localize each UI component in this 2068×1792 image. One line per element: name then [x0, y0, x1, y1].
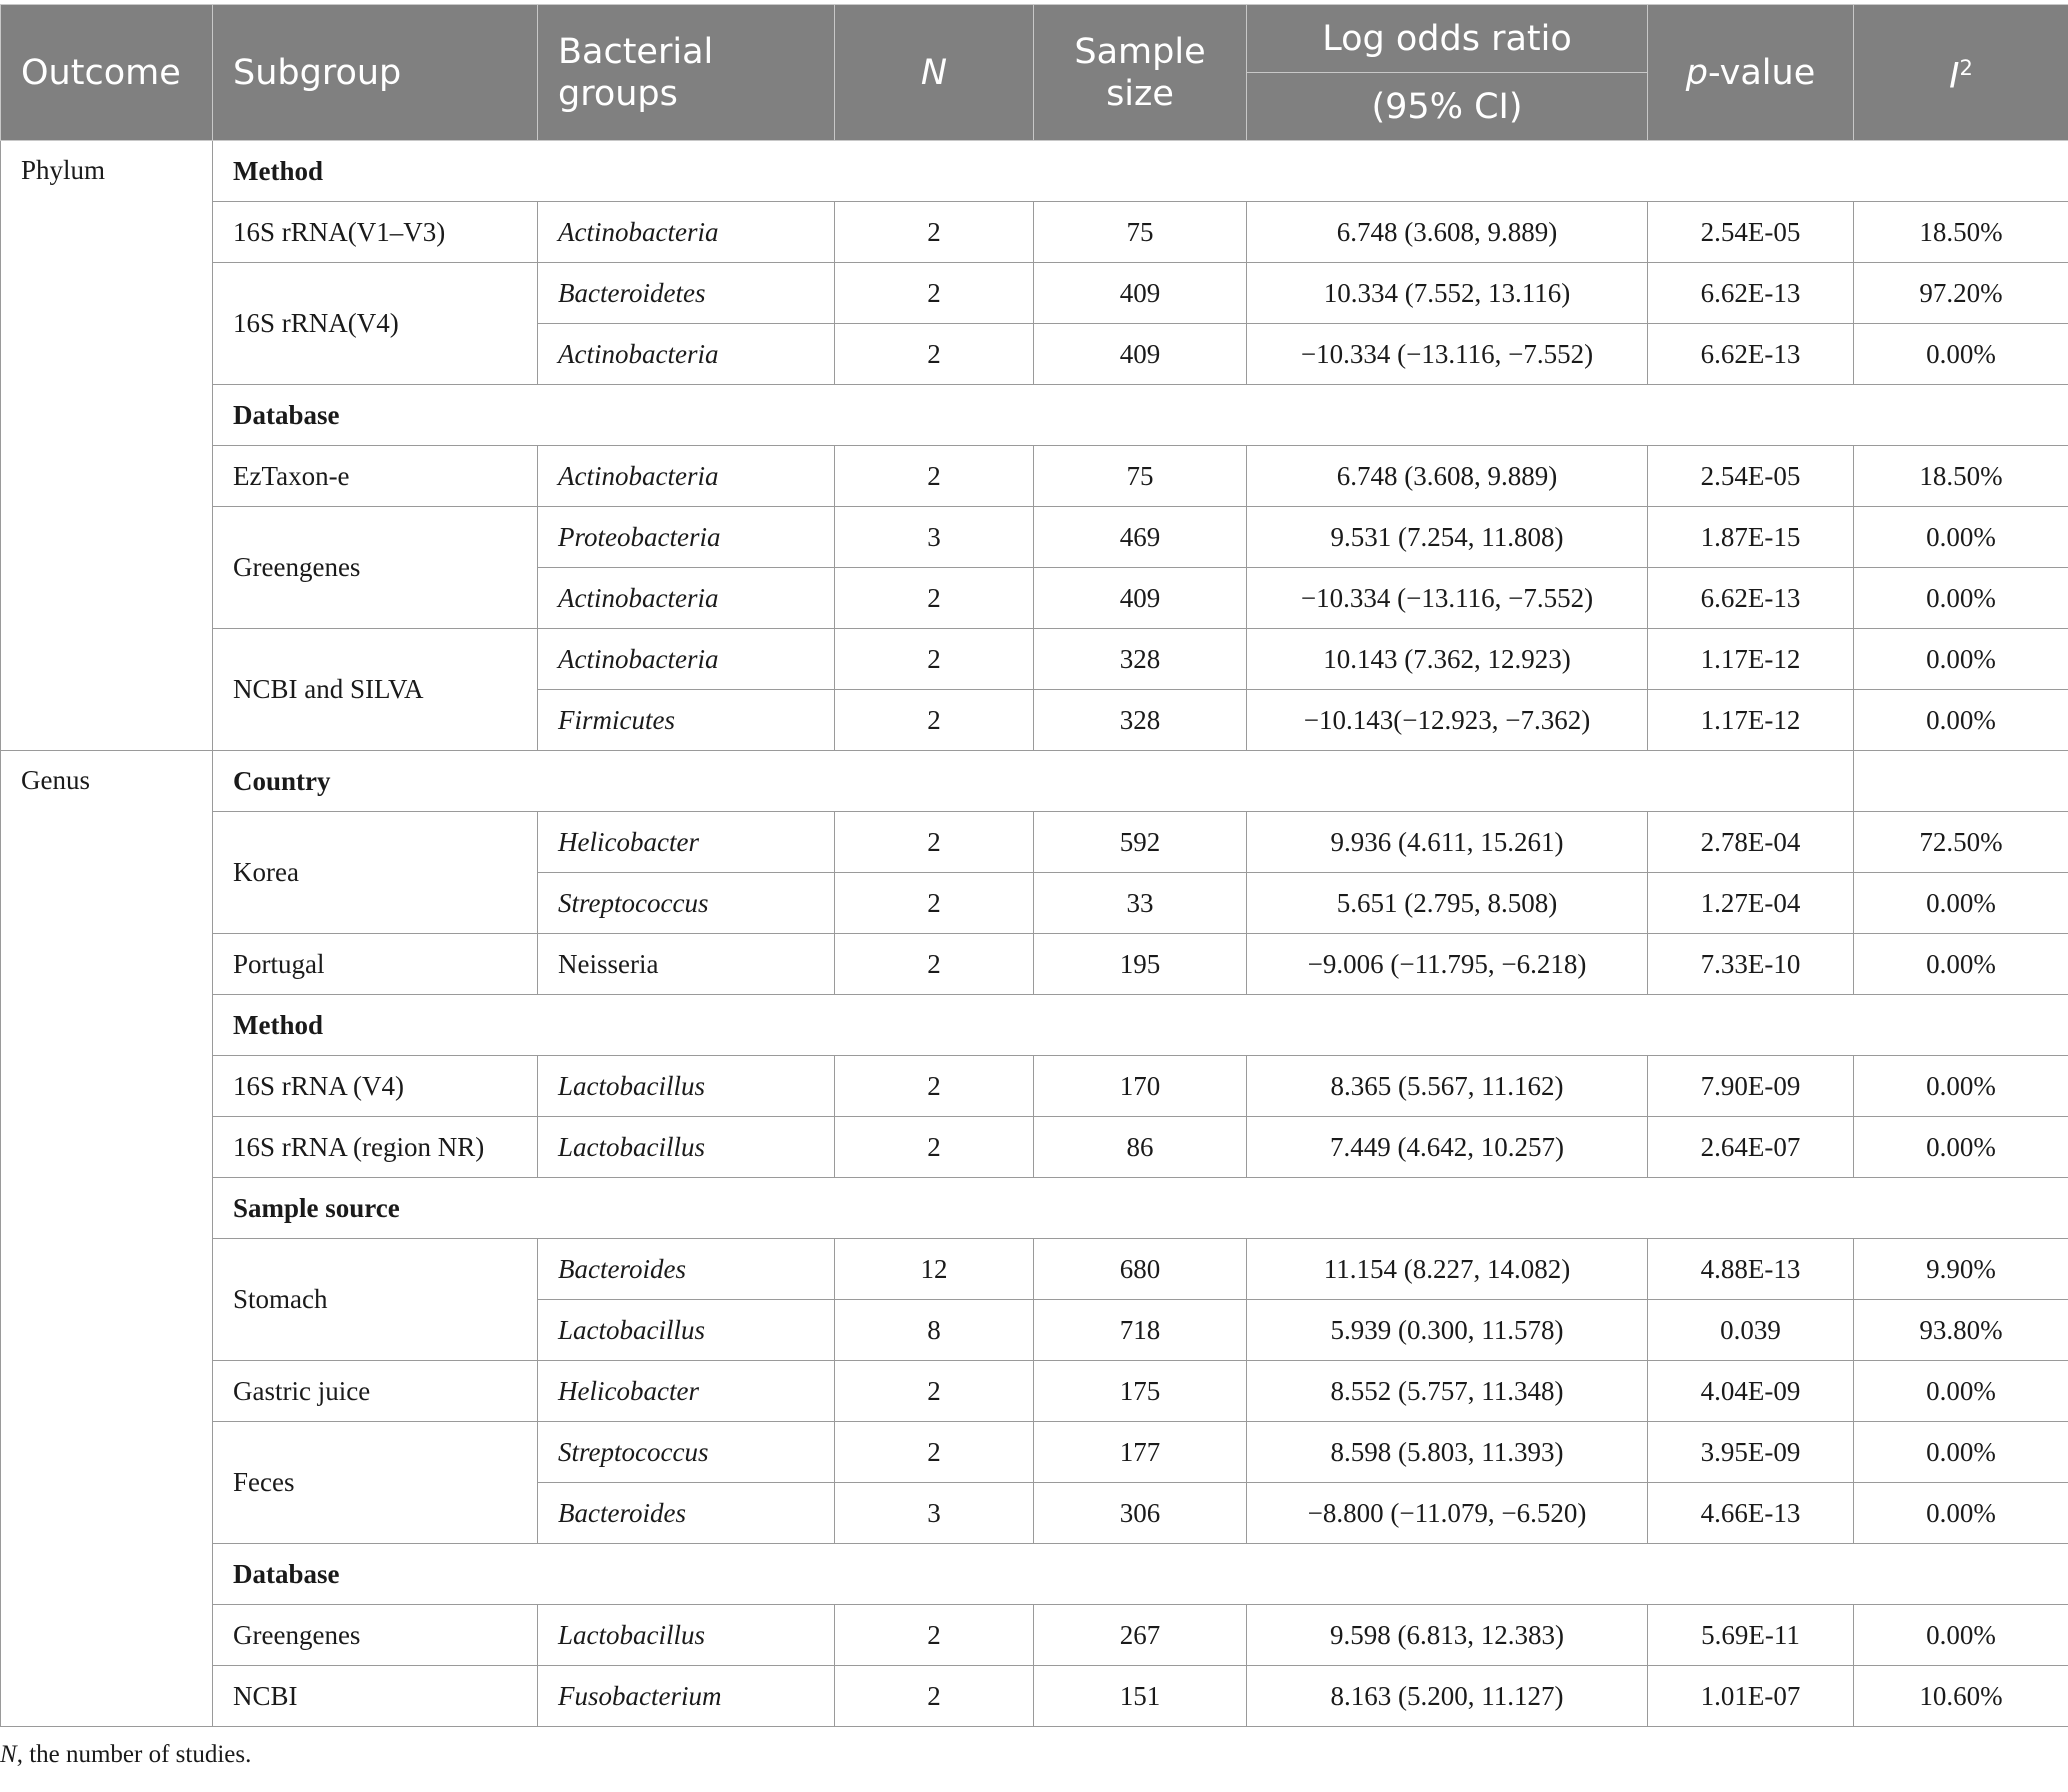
table-row	[1, 1361, 2068, 1422]
sample-size-cell: 718	[1034, 1300, 1247, 1361]
n-cell: 2	[835, 1605, 1034, 1666]
bacteria-cell: Lactobacillus	[538, 1117, 835, 1178]
subgroup-cell: NCBI and SILVA	[213, 629, 538, 751]
sample-size-cell: 328	[1034, 690, 1247, 751]
sample-size-cell: 33	[1034, 873, 1247, 934]
n-cell: 2	[835, 1422, 1034, 1483]
log-odds-cell: 5.651 (2.795, 8.508)	[1247, 873, 1648, 934]
header-p-italic: p	[1685, 52, 1708, 93]
table-body	[1, 141, 2068, 1727]
bacteria-cell: Lactobacillus	[538, 1056, 835, 1117]
sample-size-cell: 680	[1034, 1239, 1247, 1300]
bacteria-cell: Proteobacteria	[538, 507, 835, 568]
sample-size-cell: 409	[1034, 568, 1247, 629]
section-sample-source-label: Sample source	[213, 1178, 2068, 1239]
subgroup-cell: Greengenes	[213, 1605, 538, 1666]
n-cell: 2	[835, 324, 1034, 385]
bacteria-cell: Neisseria	[538, 934, 835, 995]
table-row	[1, 1605, 2068, 1666]
table-row	[1, 751, 2068, 812]
section-method-label: Method	[213, 995, 2068, 1056]
log-odds-cell: −10.334 (−13.116, −7.552)	[1247, 568, 1648, 629]
section-database-label: Database	[213, 1544, 2068, 1605]
table-row	[1, 995, 2068, 1056]
i2-cell: 0.00%	[1854, 324, 2068, 385]
n-cell: 2	[835, 202, 1034, 263]
n-cell: 2	[835, 1361, 1034, 1422]
bacteria-cell: Helicobacter	[538, 1361, 835, 1422]
header-p-suffix: -value	[1707, 52, 1816, 93]
bacteria-cell: Actinobacteria	[538, 202, 835, 263]
sample-size-cell: 177	[1034, 1422, 1247, 1483]
subgroup-cell: Stomach	[213, 1239, 538, 1361]
header-log-odds-ratio: Log odds ratio	[1247, 5, 1648, 73]
sample-size-cell: 592	[1034, 812, 1247, 873]
log-odds-cell: 9.936 (4.611, 15.261)	[1247, 812, 1648, 873]
section-method-label: Method	[213, 141, 2068, 202]
bacteria-cell: Lactobacillus	[538, 1605, 835, 1666]
sample-size-cell: 170	[1034, 1056, 1247, 1117]
header-sample-size: Sample size	[1034, 5, 1247, 141]
i2-cell: 0.00%	[1854, 568, 2068, 629]
i2-cell: 0.00%	[1854, 1056, 2068, 1117]
results-table-container	[0, 4, 2068, 1769]
subgroup-cell: EzTaxon-e	[213, 446, 538, 507]
sample-size-cell: 328	[1034, 629, 1247, 690]
p-value-cell: 1.17E-12	[1648, 690, 1854, 751]
i2-cell: 72.50%	[1854, 812, 2068, 873]
section-country-label: Country	[213, 751, 1854, 812]
log-odds-cell: 8.552 (5.757, 11.348)	[1247, 1361, 1648, 1422]
sample-size-cell: 409	[1034, 324, 1247, 385]
header-n-text: N	[920, 52, 948, 93]
empty-cell	[1854, 751, 2068, 812]
subgroup-cell: 16S rRNA (region NR)	[213, 1117, 538, 1178]
outcome-genus: Genus	[1, 751, 213, 1727]
p-value-cell: 2.54E-05	[1648, 202, 1854, 263]
bacteria-cell: Actinobacteria	[538, 324, 835, 385]
n-cell: 2	[835, 1117, 1034, 1178]
log-odds-cell: 11.154 (8.227, 14.082)	[1247, 1239, 1648, 1300]
bacteria-cell: Lactobacillus	[538, 1300, 835, 1361]
i2-cell: 0.00%	[1854, 934, 2068, 995]
header-subgroup: Subgroup	[213, 5, 538, 141]
n-cell: 2	[835, 568, 1034, 629]
i2-cell: 93.80%	[1854, 1300, 2068, 1361]
i2-cell: 9.90%	[1854, 1239, 2068, 1300]
p-value-cell: 2.64E-07	[1648, 1117, 1854, 1178]
p-value-cell: 2.54E-05	[1648, 446, 1854, 507]
header-n	[835, 5, 1034, 141]
table-row	[1, 141, 2068, 202]
log-odds-cell: 9.598 (6.813, 12.383)	[1247, 1605, 1648, 1666]
bacteria-cell: Firmicutes	[538, 690, 835, 751]
bacteria-cell: Streptococcus	[538, 1422, 835, 1483]
log-odds-cell: −9.006 (−11.795, −6.218)	[1247, 934, 1648, 995]
n-cell: 2	[835, 446, 1034, 507]
i2-cell: 18.50%	[1854, 202, 2068, 263]
table-row	[1, 1056, 2068, 1117]
p-value-cell: 1.87E-15	[1648, 507, 1854, 568]
table-row	[1, 934, 2068, 995]
subgroup-cell: Greengenes	[213, 507, 538, 629]
log-odds-cell: 10.334 (7.552, 13.116)	[1247, 263, 1648, 324]
sample-size-cell: 75	[1034, 446, 1247, 507]
section-database-label: Database	[213, 385, 2068, 446]
footnote-text: , the number of studies.	[16, 1741, 252, 1768]
p-value-cell: 1.17E-12	[1648, 629, 1854, 690]
table-header	[1, 5, 2068, 141]
log-odds-cell: 10.143 (7.362, 12.923)	[1247, 629, 1648, 690]
table-row	[1, 202, 2068, 263]
p-value-cell: 0.039	[1648, 1300, 1854, 1361]
table-row	[1, 446, 2068, 507]
i2-cell: 0.00%	[1854, 629, 2068, 690]
n-cell: 2	[835, 263, 1034, 324]
table-row	[1, 507, 2068, 568]
table-row	[1, 385, 2068, 446]
n-cell: 2	[835, 873, 1034, 934]
n-cell: 3	[835, 507, 1034, 568]
bacteria-cell: Actinobacteria	[538, 446, 835, 507]
sample-size-cell: 306	[1034, 1483, 1247, 1544]
n-cell: 2	[835, 629, 1034, 690]
footnote-n: N	[0, 1741, 17, 1768]
sample-size-cell: 195	[1034, 934, 1247, 995]
i2-cell: 0.00%	[1854, 1605, 2068, 1666]
sample-size-cell: 75	[1034, 202, 1247, 263]
p-value-cell: 2.78E-04	[1648, 812, 1854, 873]
i2-cell: 0.00%	[1854, 1117, 2068, 1178]
bacteria-cell: Fusobacterium	[538, 1666, 835, 1727]
p-value-cell: 6.62E-13	[1648, 324, 1854, 385]
sample-size-cell: 86	[1034, 1117, 1247, 1178]
bacteria-cell: Helicobacter	[538, 812, 835, 873]
bacteria-cell: Bacteroides	[538, 1239, 835, 1300]
log-odds-cell: 7.449 (4.642, 10.257)	[1247, 1117, 1648, 1178]
table-row	[1, 1178, 2068, 1239]
table-row	[1, 263, 2068, 324]
log-odds-cell: 8.598 (5.803, 11.393)	[1247, 1422, 1648, 1483]
p-value-cell: 7.90E-09	[1648, 1056, 1854, 1117]
header-p-value	[1648, 5, 1854, 141]
p-value-cell: 5.69E-11	[1648, 1605, 1854, 1666]
p-value-cell: 4.04E-09	[1648, 1361, 1854, 1422]
outcome-phylum: Phylum	[1, 141, 213, 751]
header-i2	[1854, 5, 2068, 141]
n-cell: 2	[835, 812, 1034, 873]
log-odds-cell: 5.939 (0.300, 11.578)	[1247, 1300, 1648, 1361]
i2-cell: 10.60%	[1854, 1666, 2068, 1727]
bacteria-cell: Streptococcus	[538, 873, 835, 934]
n-cell: 8	[835, 1300, 1034, 1361]
log-odds-cell: 8.163 (5.200, 11.127)	[1247, 1666, 1648, 1727]
i2-cell: 0.00%	[1854, 1361, 2068, 1422]
log-odds-cell: 9.531 (7.254, 11.808)	[1247, 507, 1648, 568]
log-odds-cell: −8.800 (−11.079, −6.520)	[1247, 1483, 1648, 1544]
bacteria-cell: Bacteroides	[538, 1483, 835, 1544]
header-outcome: Outcome	[1, 5, 213, 141]
subgroup-cell: NCBI	[213, 1666, 538, 1727]
p-value-cell: 4.66E-13	[1648, 1483, 1854, 1544]
table-row	[1, 1117, 2068, 1178]
table-row	[1, 1544, 2068, 1605]
n-cell: 2	[835, 690, 1034, 751]
p-value-cell: 4.88E-13	[1648, 1239, 1854, 1300]
sample-size-cell: 469	[1034, 507, 1247, 568]
sample-size-cell: 409	[1034, 263, 1247, 324]
table-row	[1, 1239, 2068, 1300]
p-value-cell: 7.33E-10	[1648, 934, 1854, 995]
sample-size-cell: 151	[1034, 1666, 1247, 1727]
subgroup-cell: Korea	[213, 812, 538, 934]
i2-cell: 0.00%	[1854, 690, 2068, 751]
log-odds-cell: 6.748 (3.608, 9.889)	[1247, 446, 1648, 507]
i2-cell: 0.00%	[1854, 1483, 2068, 1544]
n-cell: 12	[835, 1239, 1034, 1300]
log-odds-cell: 6.748 (3.608, 9.889)	[1247, 202, 1648, 263]
log-odds-cell: 8.365 (5.567, 11.162)	[1247, 1056, 1648, 1117]
i2-cell: 97.20%	[1854, 263, 2068, 324]
i2-cell: 0.00%	[1854, 1422, 2068, 1483]
subgroup-cell: 16S rRNA (V4)	[213, 1056, 538, 1117]
i2-cell: 0.00%	[1854, 507, 2068, 568]
i2-cell: 18.50%	[1854, 446, 2068, 507]
i2-cell: 0.00%	[1854, 873, 2068, 934]
header-bacterial-groups: Bacterial groups	[538, 5, 835, 141]
n-cell: 2	[835, 1056, 1034, 1117]
table-row	[1, 629, 2068, 690]
log-odds-cell: −10.334 (−13.116, −7.552)	[1247, 324, 1648, 385]
sample-size-cell: 175	[1034, 1361, 1247, 1422]
n-cell: 3	[835, 1483, 1034, 1544]
subgroup-cell: Portugal	[213, 934, 538, 995]
table-footnote	[0, 1741, 2068, 1769]
bacteria-cell: Actinobacteria	[538, 568, 835, 629]
p-value-cell: 6.62E-13	[1648, 263, 1854, 324]
p-value-cell: 3.95E-09	[1648, 1422, 1854, 1483]
table-row	[1, 1422, 2068, 1483]
p-value-cell: 6.62E-13	[1648, 568, 1854, 629]
sample-size-cell: 267	[1034, 1605, 1247, 1666]
bacteria-cell: Bacteroidetes	[538, 263, 835, 324]
bacteria-cell: Actinobacteria	[538, 629, 835, 690]
table-row	[1, 812, 2068, 873]
n-cell: 2	[835, 1666, 1034, 1727]
table-row	[1, 1666, 2068, 1727]
subgroup-cell: Feces	[213, 1422, 538, 1544]
subgroup-cell: 16S rRNA(V1–V3)	[213, 202, 538, 263]
header-i2-sup: 2	[1959, 56, 1973, 81]
log-odds-cell: −10.143(−12.923, −7.362)	[1247, 690, 1648, 751]
subgroup-analysis-table	[0, 4, 2068, 1727]
subgroup-cell: 16S rRNA(V4)	[213, 263, 538, 385]
subgroup-cell: Gastric juice	[213, 1361, 538, 1422]
header-i2-base: I	[1949, 56, 1960, 97]
n-cell: 2	[835, 934, 1034, 995]
header-ci: (95% CI)	[1247, 73, 1648, 141]
p-value-cell: 1.27E-04	[1648, 873, 1854, 934]
p-value-cell: 1.01E-07	[1648, 1666, 1854, 1727]
